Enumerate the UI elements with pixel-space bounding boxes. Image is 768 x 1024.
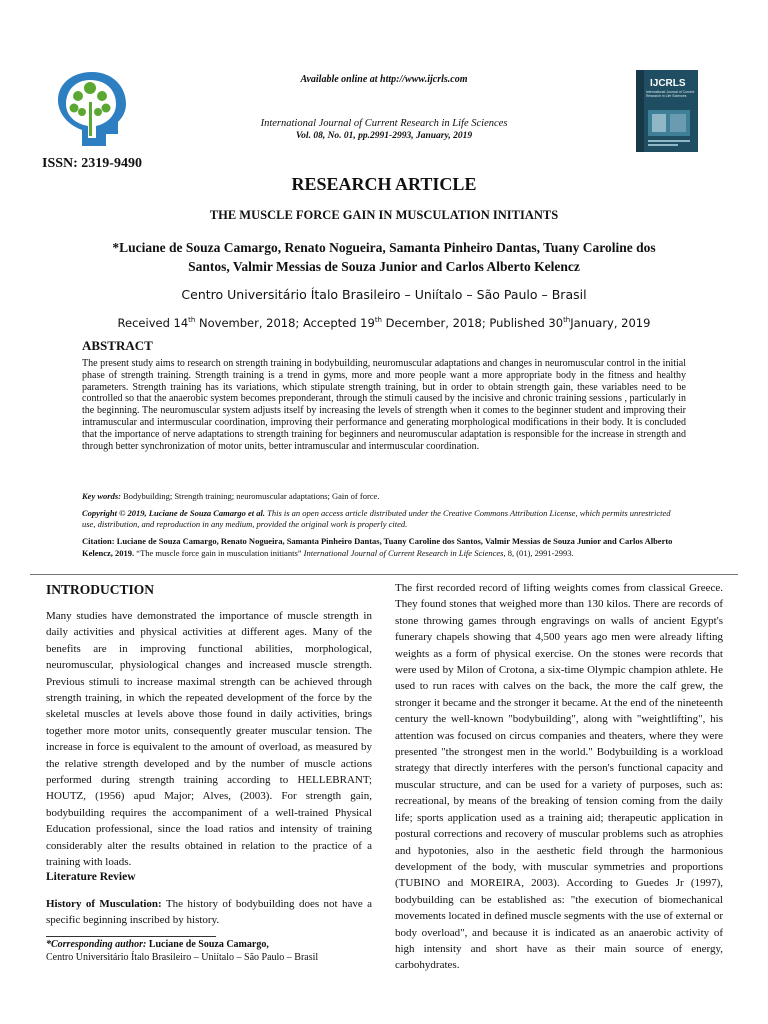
journal-cover-image <box>636 70 698 152</box>
introduction-text: Many studies have demonstrated the importance of muscle strength in daily activities and physical activities at different ages. Many of the benefits are in improving functional abilities, morphological, neuromuscular, physiological changes and increased muscle strength. Previous stimuli to increase maximal strength can be achieved through strength training, in which the repeated development of the force by the skeletal muscles at levels above those found in daily activities, brings together more motor units, consequently greater muscular tension. The increase in force is equivalent to the amount of overload, as measured by the relative strength developed and by the number of muscle actions performed during strength training according to HELLEBRANT; HOUTZ, (1956) apud Major; Alves, (2003). For strength gain, bodybuilding requires the accompaniment of a well-trained Physical Education professional, since the load ratios and intensity of training considerably alter the results obtained in relation to the practice of a training with loads. <box>46 610 372 869</box>
available-online: Available online at http://www.ijcrls.com <box>300 74 468 85</box>
citation: Citation: Luciane de Souza Camargo, Renato Nogueira, Samanta Pinheiro Dantas, Tuany Caroline dos Santos, Valmir Messias de Souza Junior and Carlos Alberto Kelencz, 2019. “The muscle force gain in musculation initiants” International Journal of Current Research in Life Sciences, 8, (01), 2991-2993. <box>82 536 673 558</box>
article-authors: *Luciane de Souza Camargo, Renato Nogueira, Samanta Pinheiro Dantas, Tuany Caroline dos Santos, Valmir Messias de Souza Junior and Carlos Alberto Kelencz <box>112 240 656 274</box>
copyright-notice: Copyright © 2019, Luciane de Souza Camargo et al. This is an open access article distributed under the Creative Commons Attribution License, which permits unrestricted use, distribution, and reproduction in any medium, provided the original work is properly cited. <box>82 508 671 529</box>
journal-volume: Vol. 08, No. 01, pp.2991-2993, January, 2019 <box>295 131 473 141</box>
history-paragraph: History of Musculation: The history of bodybuilding does not have a specific beginning inscribed by history. <box>46 898 372 927</box>
journal-name: International Journal of Current Research in Life Sciences <box>260 118 508 129</box>
corresponding-affiliation: Centro Universitário Ítalo Brasileiro – Uniítalo – São Paulo – Brasil <box>46 952 319 963</box>
corresponding-author: *Corresponding author: Luciane de Souza Camargo, <box>46 939 269 950</box>
article-dates: Received 14th November, 2018; Accepted 19th December, 2018; Published 30thJanuary, 2019 <box>117 316 651 330</box>
abstract-heading: ABSTRACT <box>82 338 153 353</box>
cover-subtitle: International Journal of Current Research in Life Sciences <box>646 90 695 98</box>
issn: ISSN: 2319-9490 <box>42 156 142 171</box>
divider <box>30 574 738 575</box>
literature-review-heading: Literature Review <box>46 871 136 883</box>
keywords: Key words: Bodybuilding; Strength training; neuromuscular adaptations; Gain of force. <box>82 491 380 501</box>
article-type: RESEARCH ARTICLE <box>291 174 477 194</box>
abstract-text: The present study aims to research on strength training in bodybuilding, neuromuscular adaptations and changes in neuromuscular control in the initial phase of strength training. Strength training is a trend in gyms, more and more people want a more appropriate body in the fitness and healthy parameters. Strength training has its variations, which stipulate strength training, but in order to obtain strength gain, these variables need to be controlled so that the anaerobic system becomes preponderant, through the stimuli caused by the incisive and chronic training sessions , particularly in the beginning. The neuromuscular system adjusts itself by increasing the levels of strength when it comes to the beginner student and improving their intramuscular and intermuscular coordination, improving their performance and generating morphological modifications in their body. It is concluded that the importance of nerve adaptations to strength training for beginners and neuromuscular adaptation is responsible for the increase in strength and through better synchronization of motor units, better intramuscular and intermuscular coordination. <box>82 358 686 452</box>
introduction-heading: INTRODUCTION <box>46 582 155 597</box>
article-title: THE MUSCLE FORCE GAIN IN MUSCULATION INITIANTS <box>209 208 559 222</box>
history-continued-text: The first recorded record of lifting weights comes from classical Greece. They found stones that weighed more than 130 kilos. There are records of stone throwing games through engravings on walls of ancient Egypt's funerary chapels showing that 4,500 years ago men were already lifting weights as a form of physical exercise. On the stones were records that were used by Milon of Crotona, a six-time Olympic champion athlete. He used to run races with calves on the back, the more the calf grew, the stronger it became and the stronger it became. At the end of the nineteenth century the well-known "bodybuilding", along with "weightlifting", his attention was focused on circus companies and theaters, where they were presented "the strongest men in the world." Bodybuilding is a workload strategy that directly interferes with the person's functional capacity and muscular structure, and can be used for a variety of purposes, such as: recreational, by means of the breaking of tension coming from the daily life; sports application used as a training aid; therapeutic application in postural corrections and recovery of muscular problems such as atrophies and hypotonies, also in the aesthetic field through the harmonious development of the body, with muscular symmetries and proportions (TUBINO and MOREIRA, 2003). According to Guedes Jr (1997), bodybuilding can be established as: "the execution of biomechanical movements located in defined muscle segments with the use of external or body overload", and because it is indicated as an anaerobic activity of high intensity and short have as their main source of energy, carbohydrates. <box>395 582 723 972</box>
footnote-divider <box>46 936 216 937</box>
article-affiliation: Centro Universitário Ítalo Brasileiro – Uniítalo – São Paulo – Brasil <box>181 287 587 302</box>
cover-title: IJCRLS <box>650 78 686 89</box>
